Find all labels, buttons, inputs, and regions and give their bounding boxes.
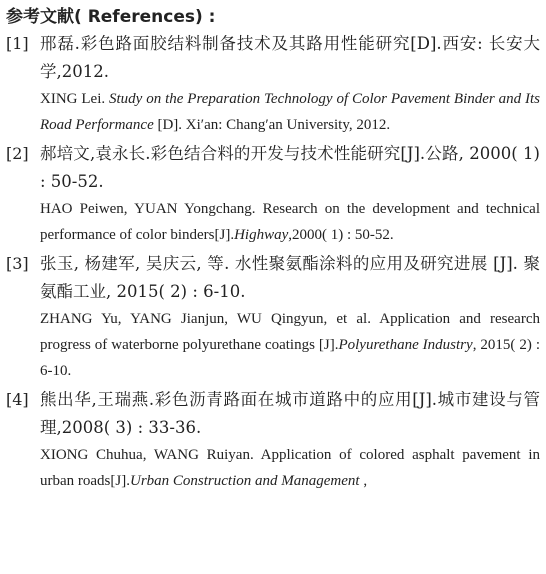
- reference-english-journal: Highway: [234, 227, 289, 243]
- reference-number: [3]: [6, 254, 29, 273]
- reference-number: [4]: [6, 390, 29, 409]
- reference-item-2: [6, 140, 540, 248]
- reference-chinese-text: 熊出华,王瑞燕.彩色沥青路面在城市道路中的应用[J].城市建设与管理,2008( 3) : 33-36.: [40, 390, 540, 437]
- references-heading: 参考文献( References) :: [6, 7, 216, 27]
- reference-english-publication: [D]. Xi′an: Chang′an University, 2012.: [153, 117, 391, 133]
- reference-english-text: [40, 196, 540, 248]
- reference-english-journal: Polyurethane Industry: [338, 337, 473, 353]
- reference-chinese-text: 郝培文,袁永长.彩色结合料的开发与技术性能研究[J].公路, 2000( 1) : 50-52.: [40, 144, 540, 191]
- reference-english-publication: , 2015( 2) : 6-10.: [40, 337, 540, 379]
- reference-english-citation: XIONG Chuhua, WANG Ruiyan. Application of colored asphalt pavement in urban roads[J].: [40, 447, 540, 489]
- reference-item-1: [6, 30, 540, 138]
- reference-item-4: [6, 386, 540, 494]
- reference-chinese-text: 邢磊.彩色路面胶结料制备技术及其路用性能研究[D].西安: 长安大学,2012.: [40, 34, 540, 81]
- reference-english-citation: ZHANG Yu, YANG Jianjun, WU Qingyun, et al. Application and research progress of waterborne polyurethane coatings [J].: [40, 311, 540, 353]
- reference-english-authors: XING Lei.: [40, 91, 109, 107]
- reference-english-citation: HAO Peiwen, YUAN Yongchang. Research on the development and technical performance of color binders[J].: [40, 201, 540, 243]
- reference-english-title: Study on the Preparation Technology of Color Pavement Binder and Its Road Performance: [40, 91, 540, 133]
- reference-english-text: [40, 442, 540, 494]
- reference-english-publication: ,: [359, 473, 368, 489]
- reference-english-journal: Urban Construction and Management: [129, 473, 360, 489]
- reference-number: [2]: [6, 144, 29, 163]
- reference-list: [6, 30, 540, 494]
- reference-english-text: [40, 86, 540, 138]
- reference-number: [1]: [6, 34, 29, 53]
- reference-english-text: [40, 306, 540, 384]
- reference-english-publication: ,2000( 1) : 50-52.: [288, 227, 394, 243]
- reference-item-3: [6, 250, 540, 384]
- reference-chinese-text: 张玉, 杨建军, 吴庆云, 等. 水性聚氨酯涂料的应用及研究进展 [J]. 聚氨酯工业, 2015( 2) : 6-10.: [40, 254, 540, 301]
